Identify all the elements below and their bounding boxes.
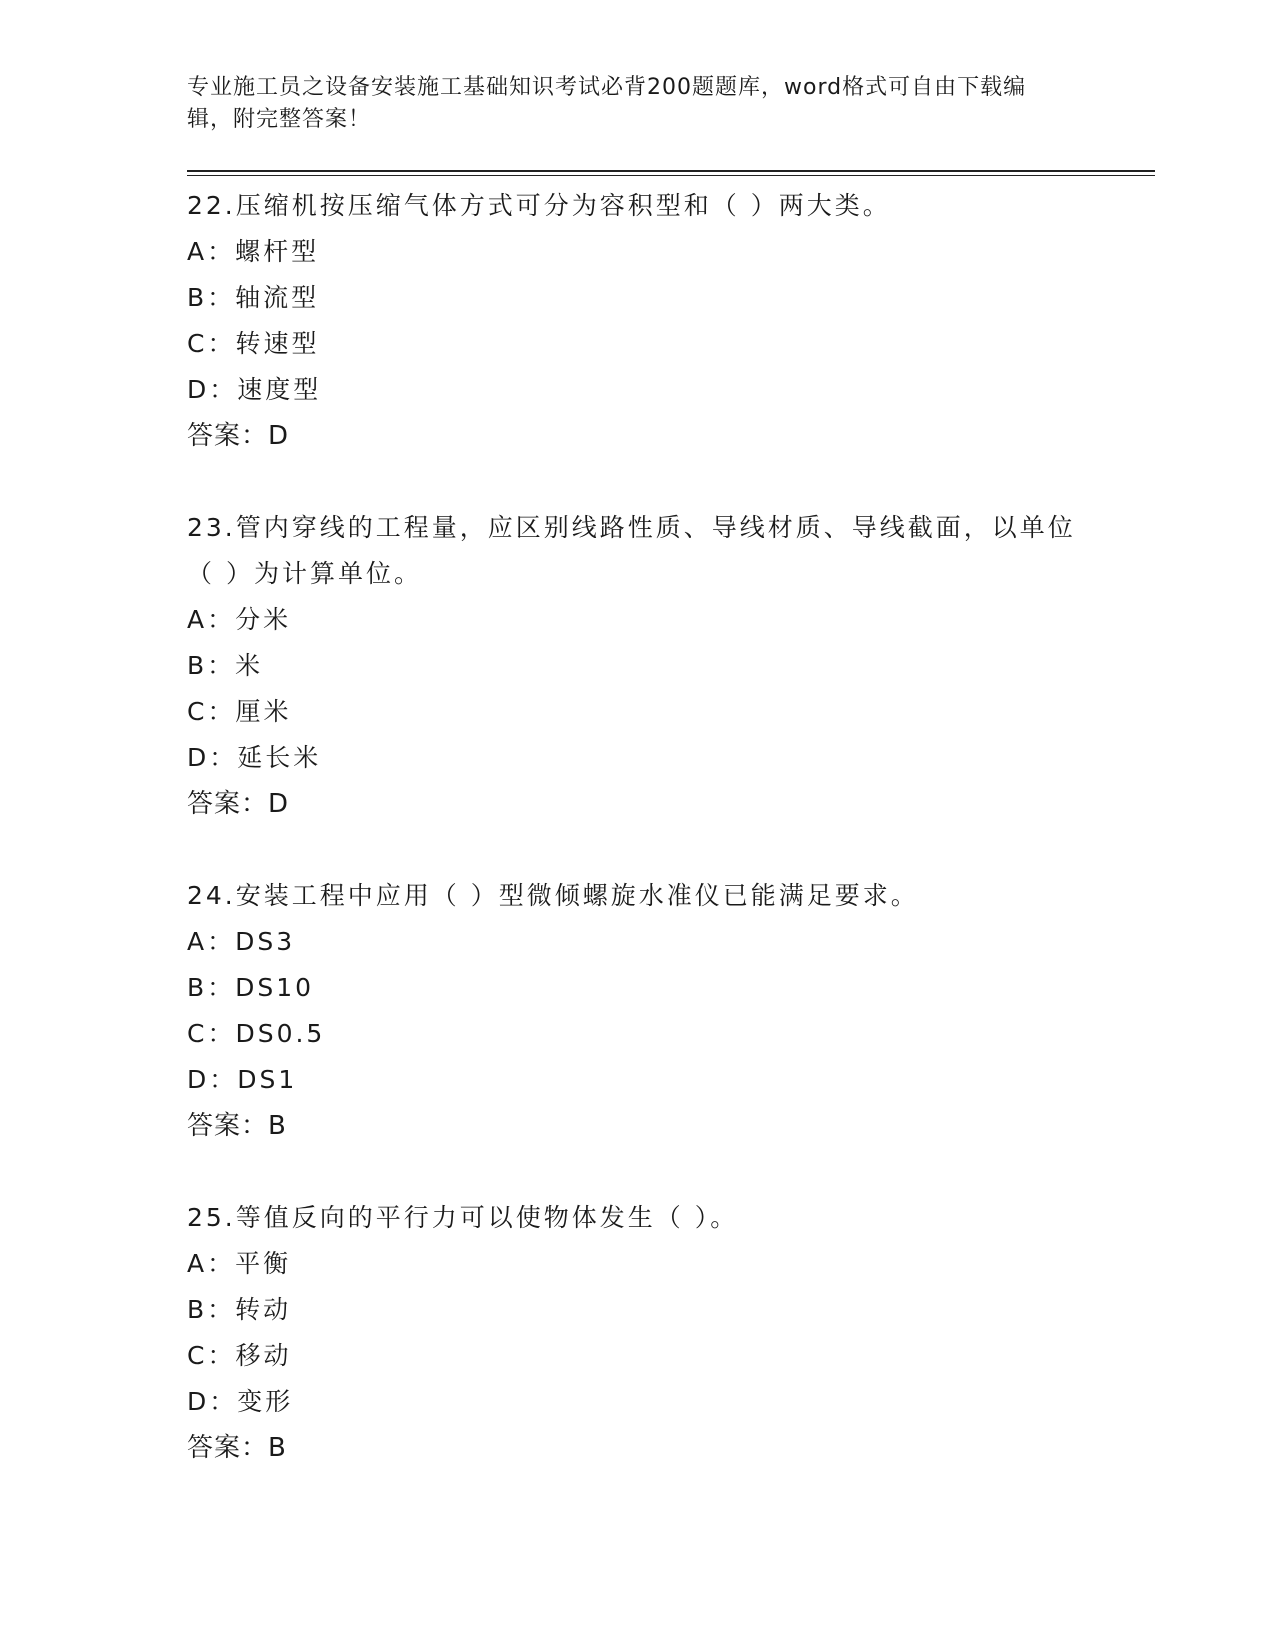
header-divider <box>187 170 1155 176</box>
option-b: B：DS10 <box>187 973 315 1002</box>
option-d: D：变形 <box>187 1387 294 1416</box>
option-a: A：DS3 <box>187 927 296 956</box>
answer: 答案：D <box>187 421 290 451</box>
option-a: A：分米 <box>187 605 292 634</box>
spacer <box>187 1149 1147 1195</box>
option-d: D：延长米 <box>187 743 322 772</box>
option-c: C：DS0.5 <box>187 1019 326 1048</box>
option-c: C：厘米 <box>187 697 292 726</box>
option-a: A：平衡 <box>187 1249 292 1278</box>
spacer <box>187 459 1147 505</box>
question-stem: 24.安装工程中应用（ ）型微倾螺旋水准仪已能满足要求。 <box>187 881 919 910</box>
option-c: C：转速型 <box>187 329 320 358</box>
option-b: B：转动 <box>187 1295 292 1324</box>
option-b: B：轴流型 <box>187 283 320 312</box>
question-stem: 25.等值反向的平行力可以使物体发生（ ）。 <box>187 1203 739 1232</box>
question-22 <box>187 183 1147 459</box>
option-b: B：米 <box>187 651 264 680</box>
question-stem: 23.管内穿线的工程量，应区别线路性质、导线材质、导线截面，以单位（ ）为计算单位。 <box>187 513 1076 588</box>
question-24 <box>187 873 1147 1149</box>
answer: 答案：B <box>187 1433 287 1463</box>
question-23 <box>187 505 1147 827</box>
option-d: D：DS1 <box>187 1065 298 1094</box>
option-c: C：移动 <box>187 1341 292 1370</box>
document-page <box>187 72 1147 1471</box>
option-d: D：速度型 <box>187 375 322 404</box>
document-header: 专业施工员之设备安装施工基础知识考试必背200题题库，word格式可自由下载编辑，附完整答案！ <box>187 75 1027 132</box>
question-stem: 22.压缩机按压缩气体方式可分为容积型和（ ）两大类。 <box>187 191 891 220</box>
option-a: A：螺杆型 <box>187 237 320 266</box>
question-25 <box>187 1195 1147 1471</box>
answer: 答案：D <box>187 789 290 819</box>
answer: 答案：B <box>187 1111 287 1141</box>
spacer <box>187 827 1147 873</box>
